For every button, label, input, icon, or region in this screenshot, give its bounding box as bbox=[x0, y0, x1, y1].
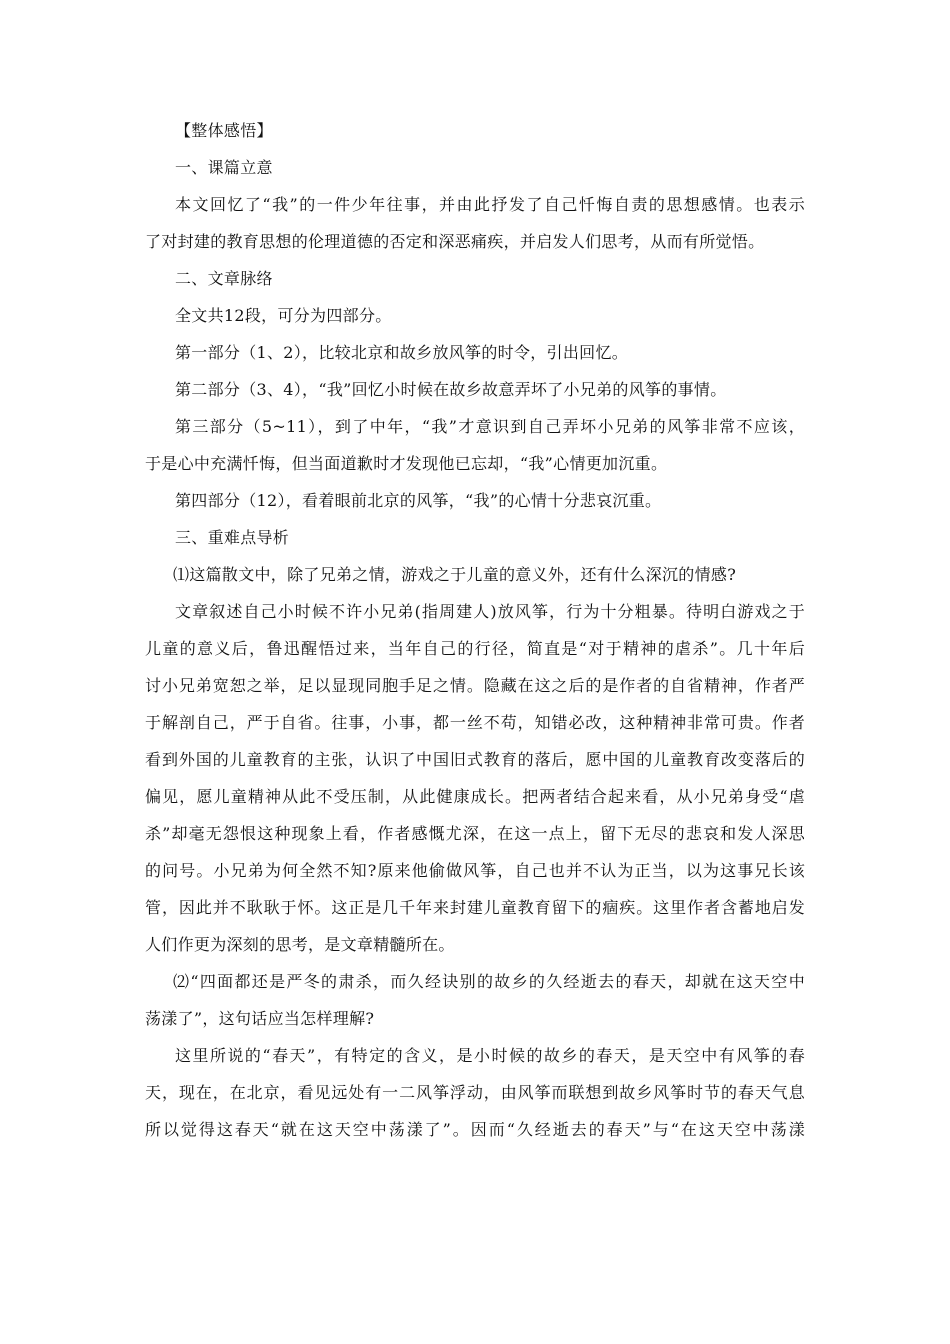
answer-1-line: 偏见，愿儿童精神从此不受压制，从此健康成长。把两者结合起来看，从小兄弟身受“虐 bbox=[145, 787, 805, 806]
paragraph-line: 了对封建的教育思想的伦理道德的否定和深恶痛疾，并启发人们思考，从而有所觉悟。 bbox=[145, 232, 765, 251]
answer-1-line: 人们作更为深刻的思考，是文章精髓所在。 bbox=[145, 935, 455, 954]
structure-item-2: 第二部分（3、4），“我”回忆小时候在故乡故意弄坏了小兄弟的风筝的事情。 bbox=[175, 380, 727, 399]
question-1: ⑴这篇散文中，除了兄弟之情，游戏之于儿童的意义外，还有什么深沉的情感? bbox=[173, 565, 737, 584]
answer-1-line: 管，因此并不耿耿于怀。这正是几千年来封建儿童教育留下的痼疾。这里作者含蓄地启发 bbox=[145, 898, 805, 917]
document-body bbox=[145, 112, 805, 1148]
answer-2-line: 这里所说的“春天”，有特定的含义，是小时候的故乡的春天，是天空中有风筝的春 bbox=[175, 1046, 805, 1065]
structure-item-4: 第四部分（12），看着眼前北京的风筝，“我”的心情十分悲哀沉重。 bbox=[175, 491, 662, 510]
part3-heading: 三、重难点导析 bbox=[175, 528, 290, 547]
answer-1-line: 看到外国的儿童教育的主张，认识了中国旧式教育的落后，愿中国的儿童教育改变落后的 bbox=[145, 750, 805, 769]
structure-item-1: 第一部分（1、2），比较北京和故乡放风筝的时令，引出回忆。 bbox=[175, 343, 629, 362]
part1-heading: 一、课篇立意 bbox=[175, 158, 273, 177]
question-2: ⑵“四面都还是严冬的肃杀，而久经诀别的故乡的久经逝去的春天，却就在这天空中 bbox=[173, 972, 805, 991]
part2-heading: 二、文章脉络 bbox=[175, 269, 273, 288]
answer-1-line: 儿童的意义后，鲁迅醒悟过来，当年自己的行径，简直是“对于精神的虐杀”。几十年后 bbox=[145, 639, 805, 658]
structure-item-3-cont: 于是心中充满忏悔，但当面道歉时才发现他已忘却，“我”心情更加沉重。 bbox=[145, 454, 668, 473]
answer-1-line: 杀”却毫无怨恨这种现象上看，作者感慨尤深，在这一点上，留下无尽的悲哀和发人深思 bbox=[145, 824, 805, 843]
answer-2-line: 天，现在，在北京，看见远处有一二风筝浮动，由风筝而联想到故乡风筝时节的春天气息 bbox=[145, 1083, 805, 1102]
answer-1-line: 于解剖自己，严于自省。往事，小事，都一丝不苟，知错必改，这种精神非常可贵。作者 bbox=[145, 713, 805, 732]
answer-2-line: 所以觉得这春天“就在这天空中荡漾了”。因而“久经逝去的春天”与“在这天空中荡漾 bbox=[145, 1120, 805, 1139]
answer-1-line: 文章叙述自己小时候不许小兄弟(指周建人)放风筝，行为十分粗暴。待明白游戏之于 bbox=[175, 602, 805, 621]
question-2-cont: 荡漾了”，这句话应当怎样理解? bbox=[145, 1009, 375, 1028]
section-title: 【整体感悟】 bbox=[175, 121, 273, 140]
answer-1-line: 的问号。小兄弟为何全然不知?原来他偷做风筝，自己也并不认为正当，以为这事兄长该 bbox=[145, 861, 805, 880]
structure-item-3: 第三部分（5~11），到了中年，“我”才意识到自己弄坏小兄弟的风筝非常不应该， bbox=[175, 417, 805, 436]
paragraph-line: 本文回忆了“我”的一件少年往事，并由此抒发了自己忏悔自责的思想感情。也表示 bbox=[175, 195, 805, 214]
structure-intro: 全文共12段，可分为四部分。 bbox=[175, 306, 392, 325]
answer-1-line: 讨小兄弟宽恕之举，足以显现同胞手足之情。隐藏在这之后的是作者的自省精神，作者严 bbox=[145, 676, 805, 695]
